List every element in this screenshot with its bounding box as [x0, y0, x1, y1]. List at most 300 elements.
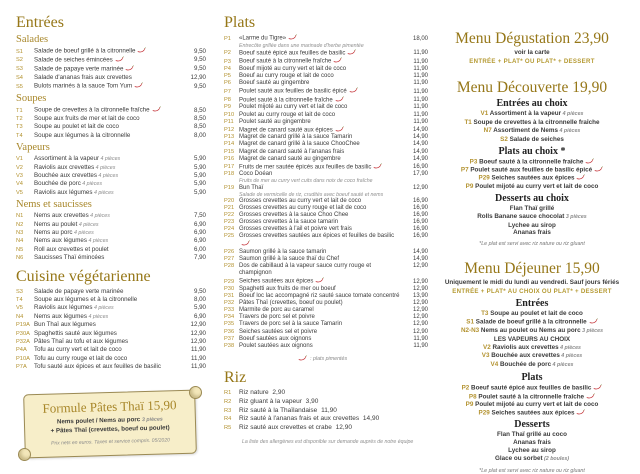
item-name: Soupe de crevettes à la citronnelle fraîche: [473, 118, 600, 126]
item-price: 6,90: [193, 237, 206, 245]
item-note: 4 pièces: [86, 238, 109, 245]
menu-decouverte-title: Menu Découverte 19,90: [456, 79, 608, 96]
heading-cuisine-vegetarienne: Cuisine végétarienne: [16, 267, 151, 285]
menu-item-p2: [224, 49, 428, 58]
item-name: Nems aux légumes 4 pièces: [34, 312, 109, 320]
menu-item-v5: [16, 304, 206, 312]
chili-icon: [134, 82, 143, 88]
menu-item-p31: [224, 293, 428, 300]
item-note: 4 pièces: [551, 362, 574, 369]
item-code: P3: [469, 158, 480, 166]
item-name: Assortiment à la vapeur: [489, 110, 562, 117]
item-code: S3: [16, 66, 23, 73]
subsection-title: Nems et saucisses: [16, 199, 92, 211]
item-code: P32: [224, 300, 235, 307]
item-price: 11,90: [413, 73, 428, 80]
item-note: 4 pièces: [86, 313, 109, 320]
menu-option-s2: [434, 136, 630, 144]
menu-item-v1: [16, 155, 206, 163]
item-name: Grosses crevettes au curry vert et lait de coco: [239, 197, 362, 204]
menu-item-p19a: [16, 321, 206, 329]
menu-item-t4: [16, 296, 206, 304]
menu-item-p26: [224, 249, 428, 256]
item-name: Raviolis aux légumes 4 pièces: [34, 188, 114, 196]
item-code: V2: [16, 164, 23, 171]
item-price: 11,90: [413, 97, 428, 104]
formule-line-2: + Pâtes Thaï (crevettes, boeuf ou poulet): [50, 423, 170, 434]
entrees-sections: [16, 34, 206, 263]
item-name: Bouchée aux crevettes: [491, 352, 560, 360]
item-code: P7: [460, 166, 471, 174]
menu-option: [434, 229, 630, 237]
menu-option-v3: [434, 352, 630, 361]
chili-icon: [152, 106, 161, 112]
menu-item-t2: [16, 115, 206, 123]
item-price: 7,50: [193, 212, 206, 220]
item-name: Grosses crevettes à la sauce tamarin: [239, 219, 339, 226]
menu-item-p32: [224, 300, 428, 307]
item-note: 4 pièces: [558, 344, 581, 351]
menu-item-p4a: [16, 346, 206, 354]
item-name: Pâtes Thaï (crevettes, boeuf ou poulet): [239, 300, 343, 307]
menu-item-r5: [224, 424, 428, 433]
item-price: 12,90: [412, 184, 428, 191]
item-code: P19A: [16, 322, 30, 329]
item-name: Boeuf sauté épicé aux feuilles de basilic: [239, 49, 406, 58]
menu-item-p24: [224, 226, 428, 233]
item-price: 11,90: [190, 363, 206, 371]
menu-option-n7: [434, 127, 630, 136]
item-price: 11,90: [413, 88, 428, 95]
menu-decouverte-groups: [434, 98, 630, 237]
item-code: P8: [224, 97, 231, 104]
formule-line-1-text: Nems poulet / Nems au porc: [56, 415, 141, 426]
menu-option: [434, 431, 630, 439]
menu-option-p3: [434, 158, 630, 166]
parchment-scroll: [23, 389, 197, 458]
item-code: R1: [224, 390, 232, 397]
item-name: Poulet mijoté au curry vert et lait de coco: [239, 104, 348, 111]
formule-title: Formule Pâtes Thaï 15,90: [42, 396, 177, 416]
item-name: Soupe au poulet et lait de coco: [490, 310, 583, 318]
item-name: Coco Doéan: [239, 171, 273, 178]
menu-item-t1: [16, 106, 206, 115]
item-code: V3: [16, 172, 23, 179]
item-price: 16,90: [412, 164, 428, 171]
item-price: 5,90: [193, 180, 206, 188]
menu-item-p34: [224, 314, 428, 321]
item-price: 6,00: [193, 245, 206, 253]
item-price: 8,50: [193, 106, 206, 114]
menu-item-s4: [16, 74, 206, 82]
menu-decouverte-footnote: *Le plat est servi avec riz nature ou riz gluant: [479, 241, 585, 248]
menu-item-p7: [224, 87, 428, 96]
item-code: T1: [464, 118, 474, 126]
menu-item-s3: [16, 288, 206, 296]
item-code: P32A: [16, 339, 30, 346]
item-name: Boeuf sauté à la citronnelle fraîche: [239, 57, 406, 66]
item-name: Rolls Banane sauce chocolat: [477, 212, 565, 220]
item-name: Poulet sautées aux oignons: [239, 342, 313, 349]
item-name: Grosses crevettes à la sauce Choo Chee: [239, 212, 349, 219]
item-price: 14,90: [412, 249, 428, 256]
item-name: Poulet sauté à la citronnelle fraîche: [478, 393, 585, 401]
item-code: P3: [224, 58, 231, 65]
item-price: 12,90: [190, 338, 206, 346]
menu-option: [434, 447, 630, 455]
menu-option-v2: [434, 344, 630, 353]
menu-item-t3: [16, 123, 206, 131]
item-price: 9,50: [193, 47, 206, 55]
subsection-title: Salades: [16, 34, 49, 45]
item-code: T2: [16, 115, 23, 122]
item-price: 11,90: [190, 354, 206, 362]
item-name: Bouchée aux crevettes 4 pièces: [34, 171, 119, 179]
menu-item-p23: [224, 219, 428, 226]
item-name: Tofu au curry vert et lait de coco: [34, 346, 122, 354]
item-code: P9: [465, 401, 476, 409]
subsection-title: Soupes: [16, 93, 47, 105]
item-code: P35: [224, 321, 235, 328]
chili-icon: [298, 355, 307, 361]
item-note: 4 pièces: [557, 127, 581, 134]
item-price: 14,90: [412, 141, 428, 148]
menu-option-p9: [434, 401, 630, 409]
chili-icon: [335, 126, 344, 132]
menu-item-r1: [224, 389, 428, 398]
item-code: P7A: [16, 364, 27, 371]
item-code: P17: [224, 164, 235, 171]
item-name: Soupe de crevettes à la citronnelle fraîche: [34, 106, 184, 114]
item-price: 16,90: [412, 204, 428, 211]
menu-group-title: Plats au choix *: [498, 145, 566, 157]
item-note: 4 pièces: [96, 172, 119, 179]
item-name: Poulet mijoté au curry vert et lait de coco: [475, 182, 599, 190]
item-name: Salade de papaye verte marinée: [34, 65, 184, 73]
chili-icon: [335, 96, 344, 102]
item-name: Boeuf sauté au gingembre: [239, 80, 310, 87]
item-name: Poulet sauté aux feuilles de basilic épicé: [470, 166, 593, 174]
menu-item-p10a: [16, 355, 206, 363]
item-price: 14,90: [412, 127, 428, 134]
item-code: S5: [16, 83, 23, 90]
item-note: 4 pièces: [77, 221, 99, 228]
item-name: Seiches sautées sel et poivre: [239, 328, 318, 335]
item-name: Ananas frais: [513, 229, 551, 237]
chili-icon: [315, 277, 324, 283]
chili-icon: [585, 158, 594, 164]
item-name: Soupe aux légumes et à la citronnelle: [34, 296, 138, 304]
item-price: 11,90: [413, 335, 428, 342]
item-code: P26: [224, 249, 235, 256]
menu-item-p12: [224, 126, 428, 135]
menu-item-n3: [16, 229, 206, 237]
menu-item-p30a: [16, 330, 206, 338]
item-price: 11,90: [413, 65, 428, 72]
item-code: P29: [478, 174, 492, 182]
item-note: 4 pièces: [561, 111, 584, 117]
menu-option: [434, 205, 630, 213]
menu-item-n5: [16, 246, 206, 254]
menu-option: [434, 336, 630, 344]
item-code: P38: [224, 342, 235, 349]
menu-option-s1: [434, 318, 630, 326]
item-name: LES VAPEURS AU CHOIX: [493, 335, 571, 343]
menu-option-p29: [434, 409, 630, 417]
item-code: P25: [224, 233, 235, 240]
item-code: P29: [478, 409, 492, 417]
chili-icon: [576, 174, 585, 180]
menu-item-p27: [224, 256, 428, 263]
item-name: Soupe aux légumes à la citronnelle: [34, 131, 131, 139]
item-name: Magret de canard sauté à l'ananas frais: [239, 148, 345, 155]
heading-riz: Riz: [224, 369, 247, 387]
item-price: 11,90: [413, 111, 428, 118]
item-code: N4: [16, 238, 24, 245]
item-price: 16,90: [412, 197, 428, 204]
item-price: 11,90: [319, 406, 337, 414]
menu-item-p17: [224, 163, 428, 172]
menu-degustation-title: Menu Dégustation 23,90: [455, 30, 609, 47]
menu-dejeuner-groups: [434, 298, 630, 464]
item-price: 9,50: [193, 287, 206, 295]
menu-item-p9: [224, 104, 428, 111]
menu-dejeuner-subtitle: Uniquement le midi du lundi au vendredi. Sauf jours fériés: [444, 279, 620, 287]
item-name: Assortiment à la vapeur 4 pièces: [34, 155, 121, 163]
item-code: P33: [224, 307, 235, 314]
formule-line-1-note: 3 pièces: [141, 416, 163, 423]
item-price: 9,50: [193, 82, 206, 90]
item-name: Grosses crevettes sautées aux épices et feuilles de basilic: [239, 233, 406, 249]
item-note: 4 pièces: [559, 353, 583, 360]
menu-item-p30: [224, 286, 428, 293]
item-code: P37: [224, 335, 235, 342]
item-code: P30: [224, 286, 235, 293]
item-code: P2: [461, 384, 472, 392]
menu-item-p14: [224, 141, 428, 148]
chili-icon: [589, 318, 598, 324]
item-price: 2,90: [270, 389, 286, 397]
item-price: 11,90: [413, 118, 428, 125]
item-name: Saumon grillé à la sauce thaï du Chef: [239, 256, 340, 263]
menu-item-p35: [224, 321, 428, 328]
item-name: Poulet mijoté au curry vert et lait de coco: [475, 401, 599, 409]
menu-item-p11: [224, 119, 428, 126]
item-price: 9,50: [193, 65, 206, 73]
item-name: Poulet sauté aux feuilles de basilic épicé: [239, 87, 406, 96]
item-code: S3: [16, 288, 23, 295]
item-name: Bouchée de porc 4 pièces: [34, 180, 102, 188]
item-code: P2: [224, 50, 231, 57]
menu-item-p32a: [16, 338, 206, 346]
item-code: V4: [16, 181, 23, 188]
item-name: Riz nature 2,90: [239, 389, 286, 397]
item-code: S4: [16, 74, 23, 81]
item-name: Travers de porc sel à la sauce Tamarin: [239, 321, 343, 328]
item-name: Riz sauté aux crevettes et crabe 12,90: [239, 423, 352, 431]
item-name: Salade de seiches émincées: [34, 56, 184, 64]
item-price: 12,90: [412, 278, 428, 285]
item-price: 12,90: [190, 329, 206, 337]
item-code: P14: [224, 141, 235, 148]
menu-item-p33: [224, 307, 428, 314]
menu-item-p13: [224, 134, 428, 141]
item-note: 3 pièces: [580, 327, 604, 334]
heading-entrees: Entrées: [16, 14, 64, 31]
item-code: P24: [224, 226, 235, 233]
item-code: R5: [224, 424, 232, 431]
item-code: N7: [483, 126, 494, 134]
item-name: Bouchée de porc: [499, 361, 552, 369]
menu-option: [434, 455, 630, 464]
item-name: Boeuf sautées aux oignons: [239, 335, 312, 342]
formule-footnote: Prix nets en euros. Taxes et service compris. 05/2020: [51, 437, 170, 447]
menu-option-v1: [434, 110, 630, 119]
item-code: V4: [490, 361, 500, 369]
menu-group-title: Plats: [521, 372, 543, 384]
item-code: V1: [480, 110, 490, 117]
column-entrees: [16, 0, 206, 460]
item-price: 9,50: [193, 56, 206, 64]
item-price: 5,90: [193, 155, 206, 163]
menu-option-t1: [434, 119, 630, 127]
item-note: 4 pièces: [92, 305, 114, 312]
menu-item-s5: [16, 82, 206, 91]
item-name: Dos de cabillaud à la vapeur sauce curry rouge et champignon: [239, 263, 372, 277]
menu-item-r4: [224, 415, 428, 424]
item-price: 6,90: [193, 220, 206, 228]
menu-item-s3: [16, 65, 206, 74]
chili-icon: [373, 163, 382, 169]
item-name: Grosses crevettes à l'ail et poivre vert frais: [239, 226, 352, 233]
item-price: 3,90: [303, 397, 319, 405]
menu-option-p9: [434, 183, 630, 191]
item-code: V5: [16, 189, 23, 196]
menu-item-r2: [224, 398, 428, 407]
item-code: P18: [224, 171, 235, 178]
item-name: Salade de boeuf grillé à la citronnelle: [475, 318, 587, 326]
menu-option: [434, 439, 630, 447]
menu-item-p18: [224, 171, 428, 178]
item-name: Saumon grillé à la sauce tamarin: [239, 249, 327, 256]
item-name: Boeuf mijoté au curry vert et lait de coco: [239, 65, 347, 72]
vegetarian-items: [16, 288, 206, 372]
item-price: 14,90: [412, 256, 428, 263]
menu-group-title: Desserts au choix: [495, 192, 569, 204]
item-price: 12,90: [333, 423, 352, 431]
item-code: S1: [16, 48, 23, 55]
item-note: 4 pièces: [92, 189, 114, 196]
item-description: Fruits de mer au curry vert cuits dans noix de coco fraîche: [239, 178, 373, 185]
menu-group-title: Desserts: [514, 419, 550, 431]
item-name: Raviolis aux crevettes: [492, 343, 559, 351]
item-code: P9: [224, 104, 231, 111]
item-code: N1: [16, 213, 24, 220]
item-code: P29: [224, 278, 235, 285]
item-name: Marmite de porc au caramel: [239, 307, 314, 314]
item-name: Riz sauté à l'ananas frais et aux crevettes 14,90: [239, 415, 380, 423]
chili-icon: [115, 56, 124, 62]
item-code: P31: [224, 293, 235, 300]
menu-item-n1: [16, 212, 206, 220]
item-name: Seiches sautées aux épices: [491, 409, 575, 417]
item-price: 11,90: [413, 58, 428, 65]
item-code: R4: [224, 416, 232, 423]
item-code: P36: [224, 328, 235, 335]
item-code: S2: [500, 135, 510, 143]
item-code: P1: [224, 35, 231, 42]
item-name: Soupe aux fruits de mer et lait de coco: [34, 114, 140, 122]
item-price: 7,90: [193, 254, 206, 262]
menu-item-p10: [224, 112, 428, 119]
menu-item-p5: [224, 73, 428, 80]
item-name: Boeuf sauté à la citronnelle fraîche: [479, 158, 584, 166]
item-code: V3: [481, 352, 492, 360]
item-note: (2 boules): [542, 456, 570, 463]
chili-icon: [586, 393, 595, 399]
item-price: 11,90: [413, 342, 428, 349]
column-menus: [434, 0, 630, 474]
menu-item-v2: [16, 164, 206, 172]
item-code: P8: [468, 393, 479, 401]
item-name: Salade de papaye verte marinée: [34, 287, 124, 295]
menu-group-title: Entrées: [515, 298, 549, 310]
menu-group-title: Entrées au choix: [496, 98, 568, 109]
item-name: Travers de porc sel et poivre: [239, 314, 315, 321]
menu-item-n4: [16, 237, 206, 245]
menu-item-v3: [16, 172, 206, 180]
item-code: T1: [16, 107, 23, 114]
item-name: Magret de canard grillé à la sauce Tamarin: [239, 134, 353, 141]
item-price: 18,00: [412, 35, 428, 42]
chili-icon: [333, 57, 342, 63]
item-name: Raviolis aux crevettes 4 pièces: [34, 163, 116, 171]
heading-plats: Plats: [224, 14, 256, 31]
item-price: 8,00: [193, 296, 206, 304]
item-name: Lychee au sirop: [508, 447, 556, 455]
item-name: Nems aux légumes 4 pièces: [34, 237, 109, 245]
item-code: P22: [224, 212, 235, 219]
item-code: P10A: [16, 355, 30, 362]
item-name: Nems au poulet ou Nems au porc: [480, 326, 581, 334]
menu-item-p20: [224, 198, 428, 205]
item-note: 4 pièces: [72, 230, 94, 236]
item-name: Tofu sauté aux épices et aux feuilles de basilic: [34, 363, 161, 371]
menu-option-n2-n3: [434, 327, 630, 336]
item-price: 14,90: [361, 415, 380, 423]
item-price: 8,00: [193, 131, 206, 139]
item-price: 5,90: [193, 188, 206, 196]
item-code: T4: [16, 132, 23, 139]
item-code: P19: [224, 184, 235, 191]
item-name: Boeuf sauté épicé aux feuilles de basilic: [471, 384, 592, 392]
item-name: Salade de boeuf grillé à la citronnelle: [34, 47, 184, 55]
item-price: 5,90: [193, 171, 206, 179]
menu-dejeuner-footnote: *Le plat est servi avec riz nature ou riz gluant: [479, 467, 585, 474]
menu-item-p8: [224, 96, 428, 105]
item-name: Glace ou sorbet: [494, 455, 543, 463]
item-price: 16,90: [412, 233, 428, 240]
item-code: P16: [224, 155, 235, 162]
item-price: 6,90: [193, 312, 206, 320]
spicy-legend: [296, 355, 428, 363]
item-name: Riz gluant à la vapeur 3,90: [239, 397, 319, 405]
menu-item-p38: [224, 343, 428, 350]
riz-items: [224, 389, 428, 432]
chili-icon: [296, 355, 307, 363]
scroll-curl-icon: [18, 448, 31, 461]
item-price: 5,90: [193, 163, 206, 171]
